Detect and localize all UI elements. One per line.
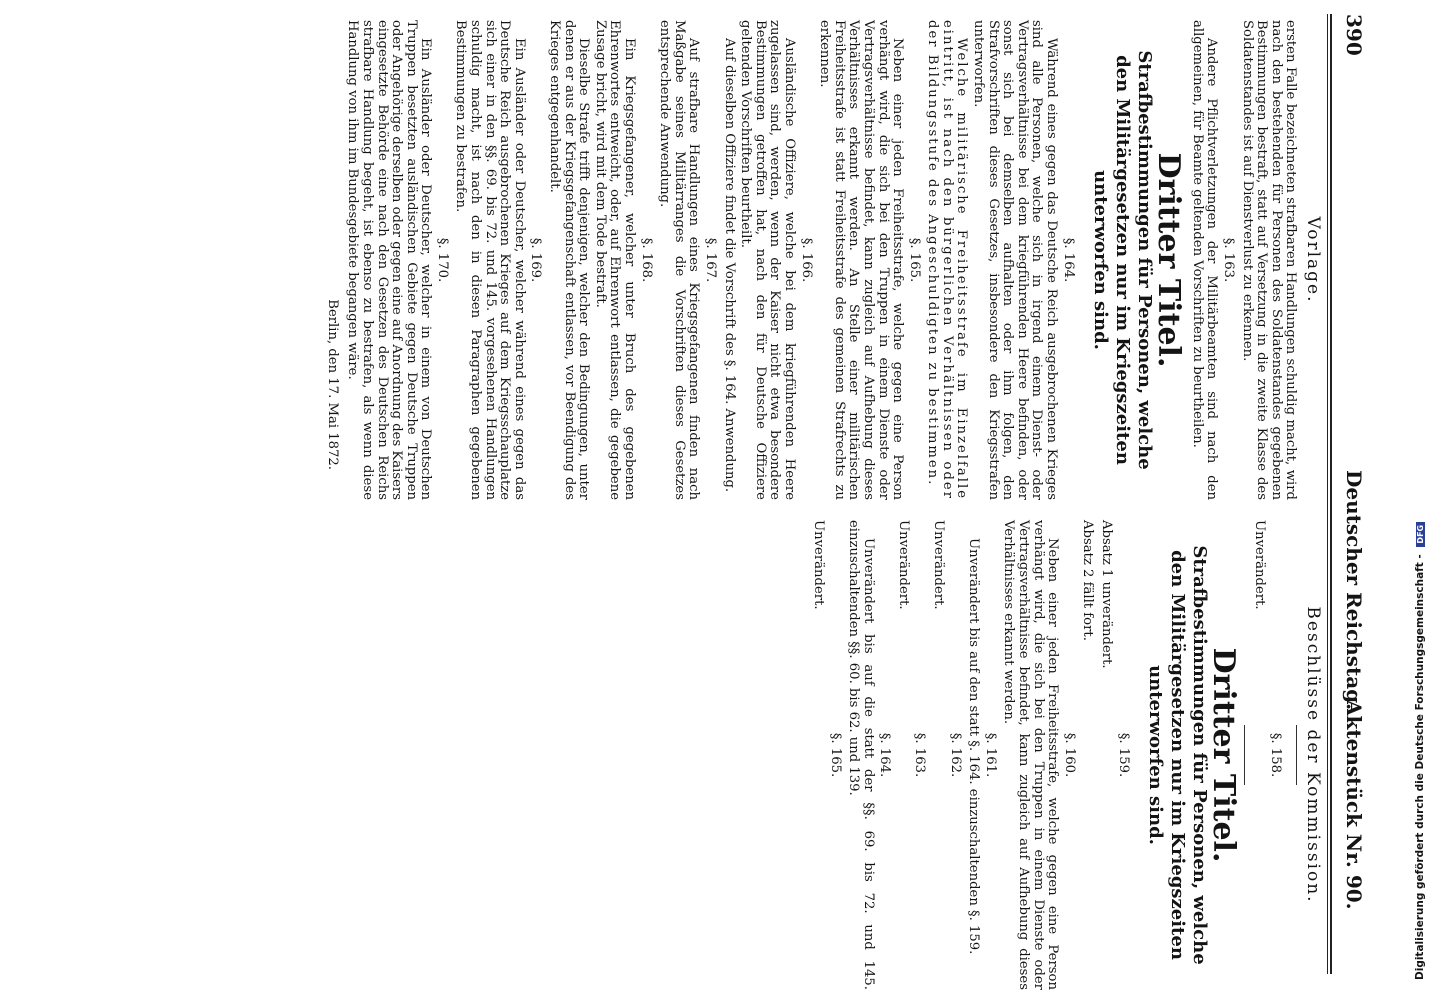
section-label: §. 158. xyxy=(1268,732,1284,778)
paragraph: Absatz 1 unverändert. xyxy=(1099,520,1115,669)
page-header xyxy=(1326,0,1366,1000)
paragraph: Ausländische Offiziere, welche bei dem kriegführenden Heere zugelassen sind, werden, wenn der Kaiser nicht etwa besondere Bestimmungen getroffen hat, nach den für Deutsche Offiziere geltenden Vorschriften beurtheilt. xyxy=(738,20,797,500)
paragraph: Unverändert bis auf die statt der §§. 69. bis 72. und 145. einzuschaltenden §§. 60. bis 62. und 139. xyxy=(846,520,876,990)
digitization-credit xyxy=(1410,0,1432,1000)
section-label: §. 163. xyxy=(1221,237,1237,283)
section-label: §. 168. xyxy=(638,237,654,283)
title-heading: Dritter Titel. xyxy=(1206,647,1242,863)
subtitle-heading: Strafbestimmungen für Personen, welche den Militärgesetzen nur im Kriegszeiten unterworfen sind. xyxy=(1089,50,1155,470)
paragraph: Dieselbe Strafe trifft denjenigen, welcher den Bedingungen, unter denen er aus der Kriegsgefangenschaft entlassen, vor Beendigung des Krieges entgegenhandelt. xyxy=(547,20,592,500)
column-vorlage xyxy=(324,20,1323,501)
section-label: §. 165. xyxy=(827,732,843,778)
section-label: §. 159. xyxy=(1115,732,1131,778)
paragraph: Unverändert. xyxy=(810,520,826,610)
column-heading-beschluesse: Beschlüsse der Kommission. xyxy=(1303,606,1323,904)
place-date: Berlin, den 17. Mai 1872. xyxy=(324,299,340,470)
section-label: §. 163. xyxy=(912,732,928,778)
section-label: §. 165. xyxy=(906,237,922,283)
column-heading-vorlage: Vorlage. xyxy=(1303,216,1323,304)
section-label: §. 164. xyxy=(1060,237,1076,283)
section-label: §. 161. xyxy=(982,732,998,778)
paragraph: Ein Ausländer oder Deutscher, welcher während eines gegen das Deutsche Reich ausgebrochenen Krieges auf dem Kriegsschauplatze sich einer in den §§. 69. bis 72. und 145. vorgesehenen Handlungen schuldig macht, ist nach den in diesen Paragraphen gegebenen Bestimmungen zu bestrafen. xyxy=(453,20,527,500)
divider xyxy=(1244,725,1245,785)
section-label: §. 162. xyxy=(947,732,963,778)
header-rule xyxy=(1330,14,1332,974)
paragraph: Andere Pflichtverletzungen der Militärbeamten sind nach den allgemeinen, für Beamte geltenden Vorschriften zu beurtheilen. xyxy=(1189,20,1220,500)
paragraph: Neben einer jeden Freiheitsstrafe, welche gegen eine Person verhängt wird, die sich bei den Truppen in einem Dienste oder Vertragsverhältnisse befindet, kann zugleich auf Aufhebung dieses Verhältnisses erkannt werden. An Stelle einer militärischen Freiheitsstrafe ist statt Freiheitsstrafe des gemeinen Strafrechts zu erkennen. xyxy=(817,20,906,500)
paragraph: Absatz 2 fällt fort. xyxy=(1080,520,1096,641)
paragraph: Unverändert. xyxy=(895,520,911,610)
paragraph: Neben einer jeden Freiheitsstrafe, welche gegen eine Person verhängt wird, die sich bei den Truppen in einem Dienste oder Vertragsverhältnisse befindet, kann zugleich auf Aufhebung dieses Verhältnisses erkannt werden. xyxy=(1001,520,1061,990)
section-label: §. 167. xyxy=(703,237,718,283)
paragraph: Welche militärische Freiheitsstrafe im Einzelfalle eintritt, ist nach den bürgerlichen Verhältnissen oder der Bildungsstufe des Angeschuldigten zu bestimmen. xyxy=(925,20,970,500)
document-number: Aktenstück Nr. 90. xyxy=(1342,700,1366,910)
section-label: §. 164. xyxy=(877,732,893,778)
section-label: §. 160. xyxy=(1061,732,1077,778)
paragraph: Auf dieselben Offiziere findet die Vorschrift des §. 164. Anwendung. xyxy=(721,38,737,493)
section-label: §. 169. xyxy=(528,237,544,283)
paragraph: Ein Ausländer oder Deutscher, welcher in einem von Deutschen Truppen besetzten ausländischen Gebiete gegen Deutsche Truppen oder Angehörige derselben oder gegen eine auf Anordnung des Kaisers eingesetzte Behörde eine nach den Gesetzen des Deutschen Reichs strafbare Handlung begeht, ist ebenso zu bestrafen, als wenn diese Handlung von ihm im Bundesgebiete begangen wäre. xyxy=(345,20,434,501)
credit-text: Digitalisierung gefördert durch die Deutsche Forschungsgemeinschaft - xyxy=(1414,554,1426,980)
dfg-logo: DFG xyxy=(1416,522,1425,547)
paragraph: Unverändert bis auf den statt §. 164. einzuschaltenden §. 159. xyxy=(966,538,982,955)
paragraph: Ein Kriegsgefangener, welcher unter Bruch des gegebenen Ehrenwortes entweicht, oder, auf Ehrenwort entlassen, die gegebene Zusage bricht, wird mit dem Tode bestraft. xyxy=(592,20,638,500)
journal-title: Deutscher Reichstag. xyxy=(1342,470,1366,711)
page-number: 390 xyxy=(1342,14,1366,56)
divider xyxy=(1296,725,1297,785)
section-label: §. 166. xyxy=(798,237,814,283)
paragraph: Während eines gegen das Deutsche Reich ausgebrochenen Krieges sind alle Personen, welche sich in irgend einem Dienst- oder Vertragsverhältnisse bei dem kriegführenden Heere befinden, oder sonst sich bei demselben aufhalten oder ihm folgen, den Strafvorschriften dieses Gesetzes, insbesondere den Kriegsstrafen unterworfen. xyxy=(971,20,1060,500)
title-heading: Dritter Titel. xyxy=(1151,152,1187,368)
subtitle-heading: Strafbestimmungen für Personen, welche den Militärgesetzen nur im Kriegszeiten unterworfen sind. xyxy=(1144,545,1210,965)
paragraph: Unverändert. xyxy=(1251,520,1267,610)
paragraph: Unverändert. xyxy=(931,520,947,610)
section-label: §. 170. xyxy=(434,237,450,283)
paragraph: Auf strafbare Handlungen eines Kriegsgefangenen finden nach Maßgabe seines Militärranges die Vorschriften dieses Gesetzes entsprechende Anwendung. xyxy=(657,20,702,500)
column-beschluesse xyxy=(806,520,1323,990)
paragraph: ersten Falle bezeichneten strafbaren Handlungen schuldig macht, wird nach den bestehenden für Personen des Soldatenstandes gegebenen Bestimmungen bestraft, statt auf Versetzung in die zweite Klasse des Soldatenstandes ist auf Dienstverlust zu erkennen. xyxy=(1239,20,1299,500)
header-rule-thin xyxy=(1327,14,1328,974)
